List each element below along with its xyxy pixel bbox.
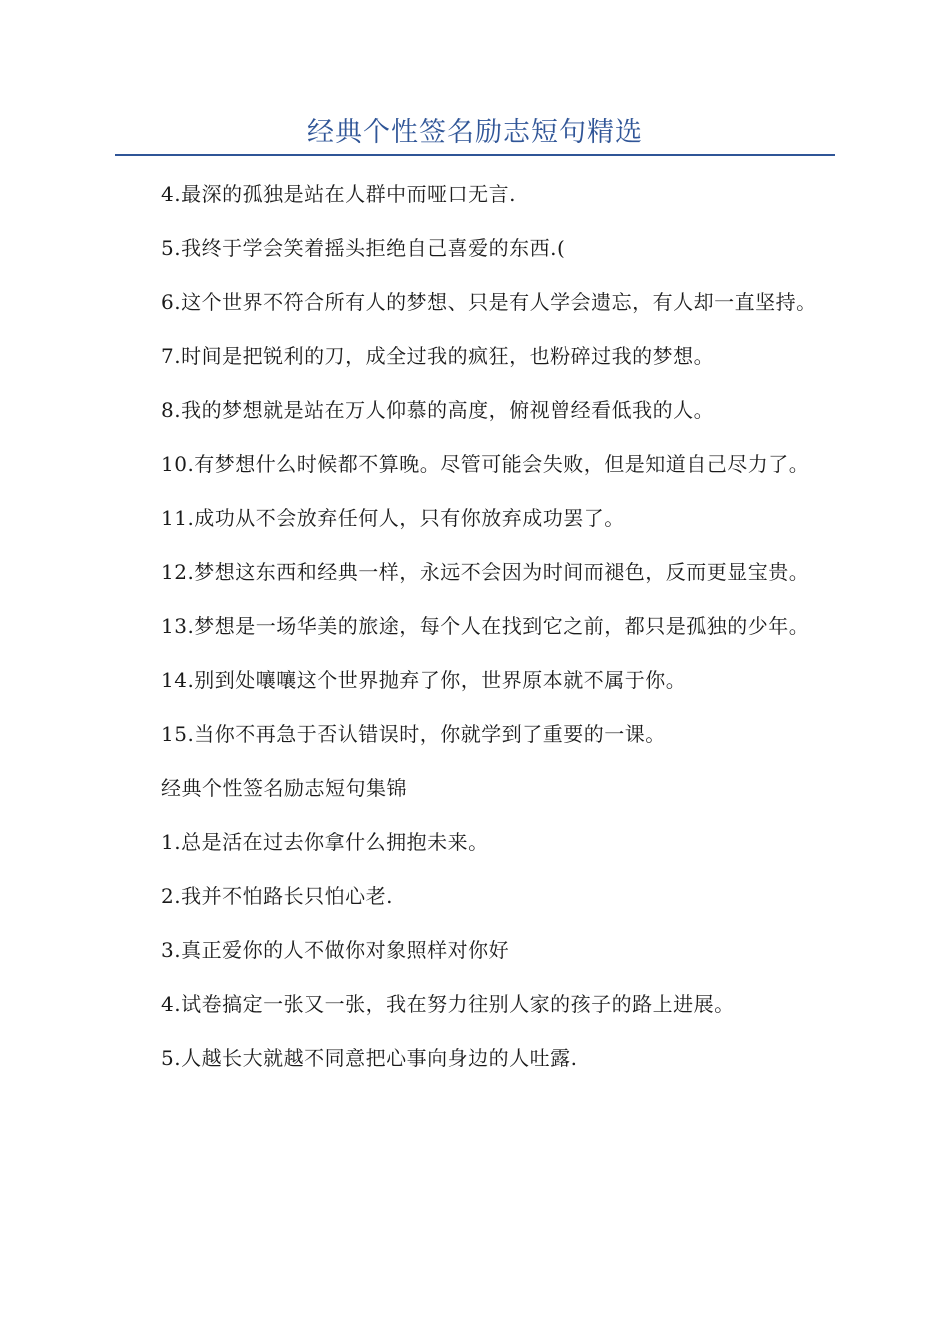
section-heading: 经典个性签名励志短句集锦 xyxy=(161,776,407,800)
paragraph: 11.成功从不会放弃任何人，只有你放弃成功罢了。 xyxy=(161,506,625,530)
paragraph: 3.真正爱你的人不做你对象照样对你好 xyxy=(161,938,510,962)
document-body xyxy=(115,178,835,1096)
paragraph: 7.时间是把锐利的刀，成全过我的疯狂，也粉碎过我的梦想。 xyxy=(161,344,715,368)
paragraph: 14.别到处嚷嚷这个世界抛弃了你，世界原本就不属于你。 xyxy=(161,668,687,692)
paragraph: 10.有梦想什么时候都不算晚。尽管可能会失败，但是知道自己尽力了。 xyxy=(161,452,810,476)
paragraph: 5.人越长大就越不同意把心事向身边的人吐露. xyxy=(161,1046,578,1070)
title-underline xyxy=(115,154,835,156)
paragraph: 13.梦想是一场华美的旅途，每个人在找到它之前，都只是孤独的少年。 xyxy=(161,614,810,638)
paragraph: 1.总是活在过去你拿什么拥抱未来。 xyxy=(161,830,489,854)
paragraph: 4.最深的孤独是站在人群中而哑口无言. xyxy=(161,182,516,206)
paragraph: 8.我的梦想就是站在万人仰慕的高度，俯视曾经看低我的人。 xyxy=(161,398,715,422)
paragraph: 6.这个世界不符合所有人的梦想、只是有人学会遗忘，有人却一直坚持。 xyxy=(161,290,817,314)
paragraph: 5.我终于学会笑着摇头拒绝自己喜爱的东西.( xyxy=(161,236,566,260)
page-title: 经典个性签名励志短句精选 xyxy=(307,117,643,148)
paragraph: 15.当你不再急于否认错误时，你就学到了重要的一课。 xyxy=(161,722,666,746)
paragraph: 12.梦想这东西和经典一样，永远不会因为时间而褪色，反而更显宝贵。 xyxy=(161,560,810,584)
paragraph: 4.试卷搞定一张又一张，我在努力往别人家的孩子的路上进展。 xyxy=(161,992,735,1016)
paragraph: 2.我并不怕路长只怕心老. xyxy=(161,884,393,908)
